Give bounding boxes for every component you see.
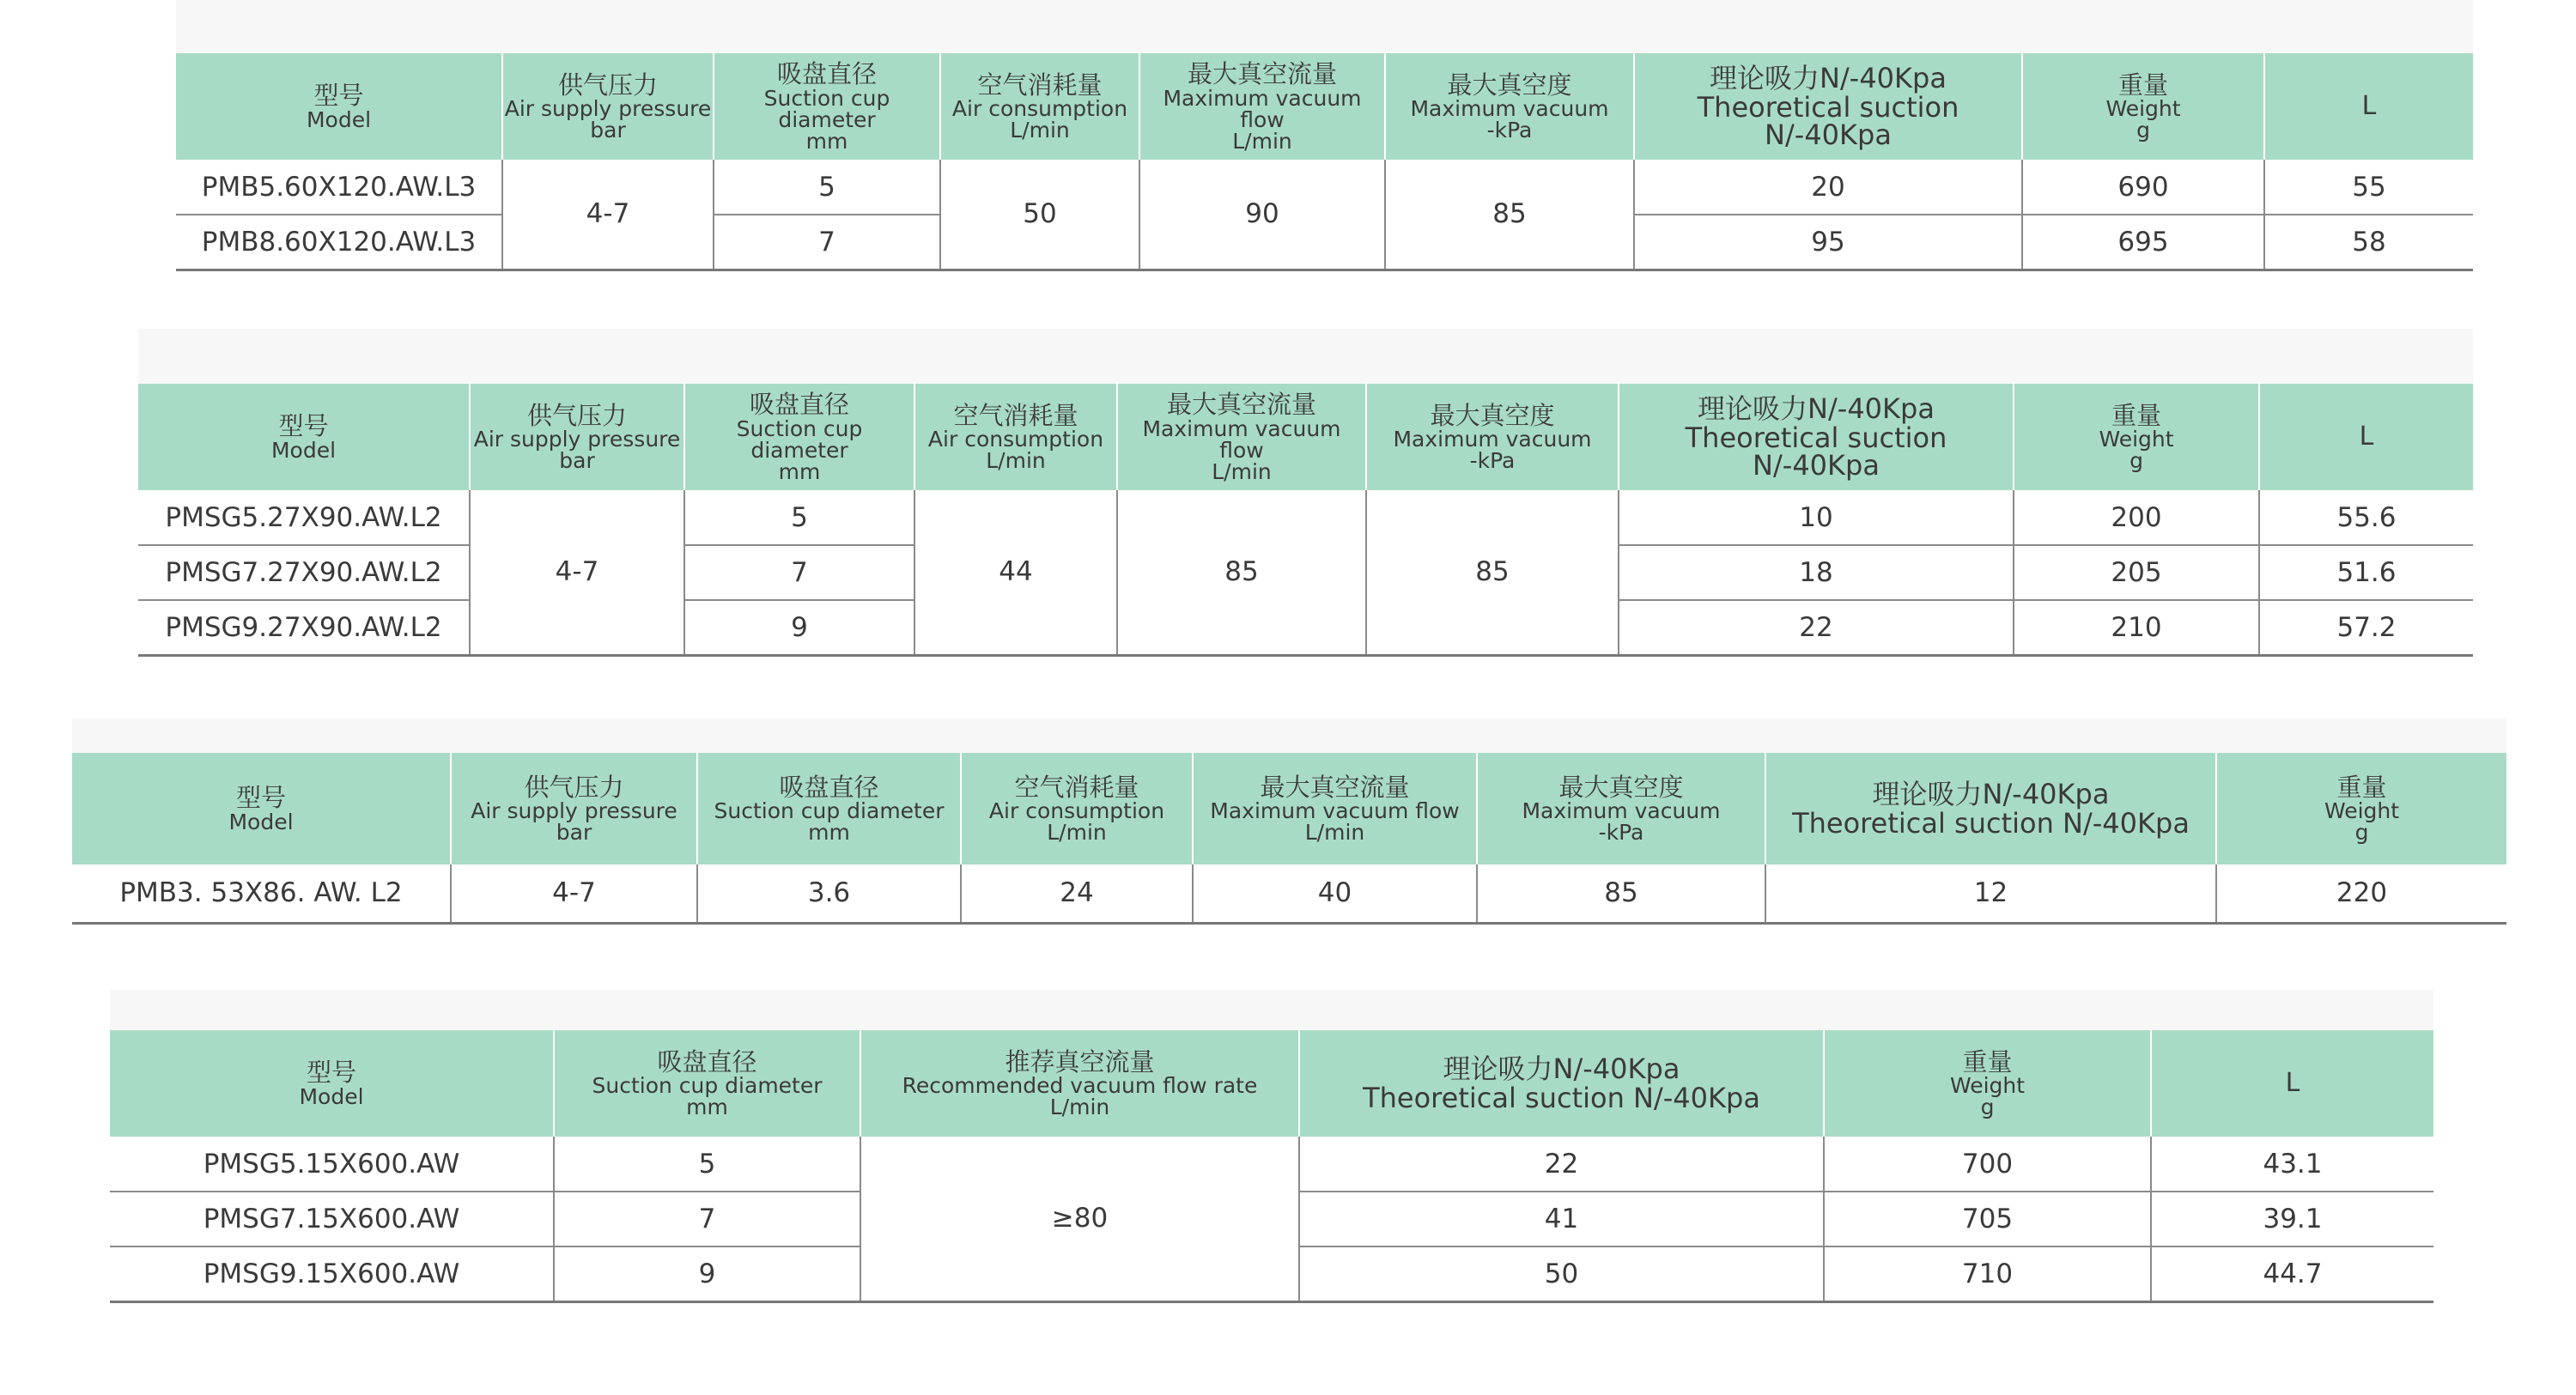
cell-max-vacuum-flow: 85 xyxy=(1117,490,1366,655)
cell-length: 57.2 xyxy=(2259,600,2473,655)
spec-table-2-block xyxy=(138,329,2473,659)
cell-model: PMB3. 53X86. AW. L2 xyxy=(72,864,451,923)
cell-suction: 22 xyxy=(1299,1137,1824,1192)
cell-diameter: 5 xyxy=(684,490,914,545)
cell-diameter: 5 xyxy=(714,160,940,215)
header-weight: 重量 Weight g xyxy=(1824,1030,2151,1137)
header-air-supply-pressure: 供气压力 Air supply pressure bar xyxy=(470,384,684,490)
cell-length: 58 xyxy=(2264,215,2473,270)
cell-model: PMSG9.15X600.AW xyxy=(110,1246,554,1301)
header-air-supply-pressure: 供气压力 Air supply pressure bar xyxy=(451,753,697,864)
cell-suction: 12 xyxy=(1765,864,2216,923)
cell-weight: 220 xyxy=(2216,864,2506,923)
cell-recommended-flow: ≥80 xyxy=(860,1137,1299,1301)
cell-suction: 50 xyxy=(1299,1246,1824,1301)
header-max-vacuum-flow: 最大真空流量 Maximum vacuum flow L/min xyxy=(1117,384,1366,490)
spec-table-2 xyxy=(138,384,2473,657)
spec-table-4-block xyxy=(110,990,2433,1312)
header-length: L xyxy=(2264,53,2473,160)
table-1-top-band xyxy=(176,0,2473,53)
cell-length: 44.7 xyxy=(2151,1246,2433,1301)
header-model: 型号 Model xyxy=(110,1030,554,1137)
header-max-vacuum: 最大真空度 Maximum vacuum -kPa xyxy=(1385,53,1634,160)
spec-table-1-block xyxy=(176,0,2473,275)
cell-diameter: 9 xyxy=(684,600,914,655)
cell-max-vacuum: 85 xyxy=(1366,490,1619,655)
header-theoretical-suction: 理论吸力N/-40Kpa Theoretical suction N/-40Kpa xyxy=(1299,1030,1824,1137)
cell-max-vacuum-flow: 90 xyxy=(1139,160,1385,270)
header-length: L xyxy=(2151,1030,2433,1137)
cell-weight: 705 xyxy=(1824,1192,2151,1246)
header-recommended-vacuum-flow: 推荐真空流量 Recommended vacuum flow rate L/min xyxy=(860,1030,1299,1137)
cell-air-consumption: 24 xyxy=(961,864,1193,923)
header-max-vacuum: 最大真空度 Maximum vacuum -kPa xyxy=(1366,384,1619,490)
header-suction-cup-diameter: 吸盘直径 Suction cup diameter mm xyxy=(697,753,961,864)
cell-model: PMB5.60X120.AW.L3 xyxy=(176,160,502,215)
header-length: L xyxy=(2259,384,2473,490)
table-4-top-band xyxy=(110,990,2433,1030)
cell-weight: 690 xyxy=(2022,160,2264,215)
table-header-row xyxy=(110,1030,2433,1137)
cell-weight: 200 xyxy=(2014,490,2259,545)
cell-diameter: 7 xyxy=(554,1192,860,1246)
cell-diameter: 5 xyxy=(554,1137,860,1192)
table-header-row xyxy=(176,53,2473,160)
header-weight: 重量 Weight g xyxy=(2014,384,2259,490)
header-air-consumption: 空气消耗量 Air consumption L/min xyxy=(961,753,1193,864)
cell-suction: 22 xyxy=(1619,600,2014,655)
cell-diameter: 3.6 xyxy=(697,864,961,923)
cell-weight: 205 xyxy=(2014,545,2259,600)
header-air-consumption: 空气消耗量 Air consumption L/min xyxy=(914,384,1117,490)
header-model: 型号 Model xyxy=(138,384,470,490)
table-row xyxy=(72,864,2506,923)
header-theoretical-suction: 理论吸力N/-40Kpa Theoretical suction N/-40Kpa xyxy=(1765,753,2216,864)
cell-suction: 41 xyxy=(1299,1192,1824,1246)
header-model: 型号 Model xyxy=(72,753,451,864)
cell-model: PMSG7.15X600.AW xyxy=(110,1192,554,1246)
table-header-row xyxy=(72,753,2506,864)
cell-suction: 18 xyxy=(1619,545,2014,600)
header-theoretical-suction: 理论吸力N/-40Kpa Theoretical suction N/-40Kpa xyxy=(1634,53,2022,160)
cell-length: 51.6 xyxy=(2259,545,2473,600)
cell-weight: 695 xyxy=(2022,215,2264,270)
header-theoretical-suction: 理论吸力N/-40Kpa Theoretical suction N/-40Kpa xyxy=(1619,384,2014,490)
spec-table-3 xyxy=(72,753,2506,925)
header-suction-cup-diameter: 吸盘直径 Suction cup diameter mm xyxy=(554,1030,860,1137)
header-air-consumption: 空气消耗量 Air consumption L/min xyxy=(940,53,1139,160)
table-2-top-band xyxy=(138,329,2473,384)
cell-weight: 210 xyxy=(2014,600,2259,655)
header-weight: 重量 Weight g xyxy=(2216,753,2506,864)
cell-air-consumption: 50 xyxy=(940,160,1139,270)
table-row xyxy=(176,160,2473,215)
cell-model: PMSG5.15X600.AW xyxy=(110,1137,554,1192)
cell-suction: 20 xyxy=(1634,160,2022,215)
cell-model: PMSG7.27X90.AW.L2 xyxy=(138,545,470,600)
cell-weight: 700 xyxy=(1824,1137,2151,1192)
cell-air-consumption: 44 xyxy=(914,490,1117,655)
cell-suction: 10 xyxy=(1619,490,2014,545)
cell-weight: 710 xyxy=(1824,1246,2151,1301)
cell-suction: 95 xyxy=(1634,215,2022,270)
cell-model: PMB8.60X120.AW.L3 xyxy=(176,215,502,270)
cell-max-vacuum: 85 xyxy=(1385,160,1634,270)
header-model: 型号 Model xyxy=(176,53,502,160)
header-weight: 重量 Weight g xyxy=(2022,53,2264,160)
cell-max-vacuum: 85 xyxy=(1477,864,1765,923)
spec-table-1 xyxy=(176,53,2473,271)
header-air-supply-pressure: 供气压力 Air supply pressure bar xyxy=(502,53,714,160)
table-header-row xyxy=(138,384,2473,490)
table-row xyxy=(110,1137,2433,1192)
cell-length: 55 xyxy=(2264,160,2473,215)
cell-pressure: 4-7 xyxy=(502,160,714,270)
cell-max-vacuum-flow: 40 xyxy=(1193,864,1477,923)
cell-model: PMSG9.27X90.AW.L2 xyxy=(138,600,470,655)
cell-length: 43.1 xyxy=(2151,1137,2433,1192)
header-max-vacuum: 最大真空度 Maximum vacuum -kPa xyxy=(1477,753,1765,864)
spec-table-3-block xyxy=(72,719,2506,925)
cell-model: PMSG5.27X90.AW.L2 xyxy=(138,490,470,545)
cell-diameter: 7 xyxy=(684,545,914,600)
header-max-vacuum-flow: 最大真空流量 Maximum vacuum flow L/min xyxy=(1193,753,1477,864)
table-3-top-band xyxy=(72,719,2506,753)
cell-diameter: 7 xyxy=(714,215,940,270)
cell-pressure: 4-7 xyxy=(451,864,697,923)
table-row xyxy=(138,490,2473,545)
header-max-vacuum-flow: 最大真空流量 Maximum vacuum flow L/min xyxy=(1139,53,1385,160)
spec-table-4 xyxy=(110,1030,2433,1303)
cell-length: 39.1 xyxy=(2151,1192,2433,1246)
header-suction-cup-diameter: 吸盘直径 Suction cup diameter mm xyxy=(714,53,940,160)
cell-diameter: 9 xyxy=(554,1246,860,1301)
cell-length: 55.6 xyxy=(2259,490,2473,545)
header-suction-cup-diameter: 吸盘直径 Suction cup diameter mm xyxy=(684,384,914,490)
cell-pressure: 4-7 xyxy=(470,490,684,655)
